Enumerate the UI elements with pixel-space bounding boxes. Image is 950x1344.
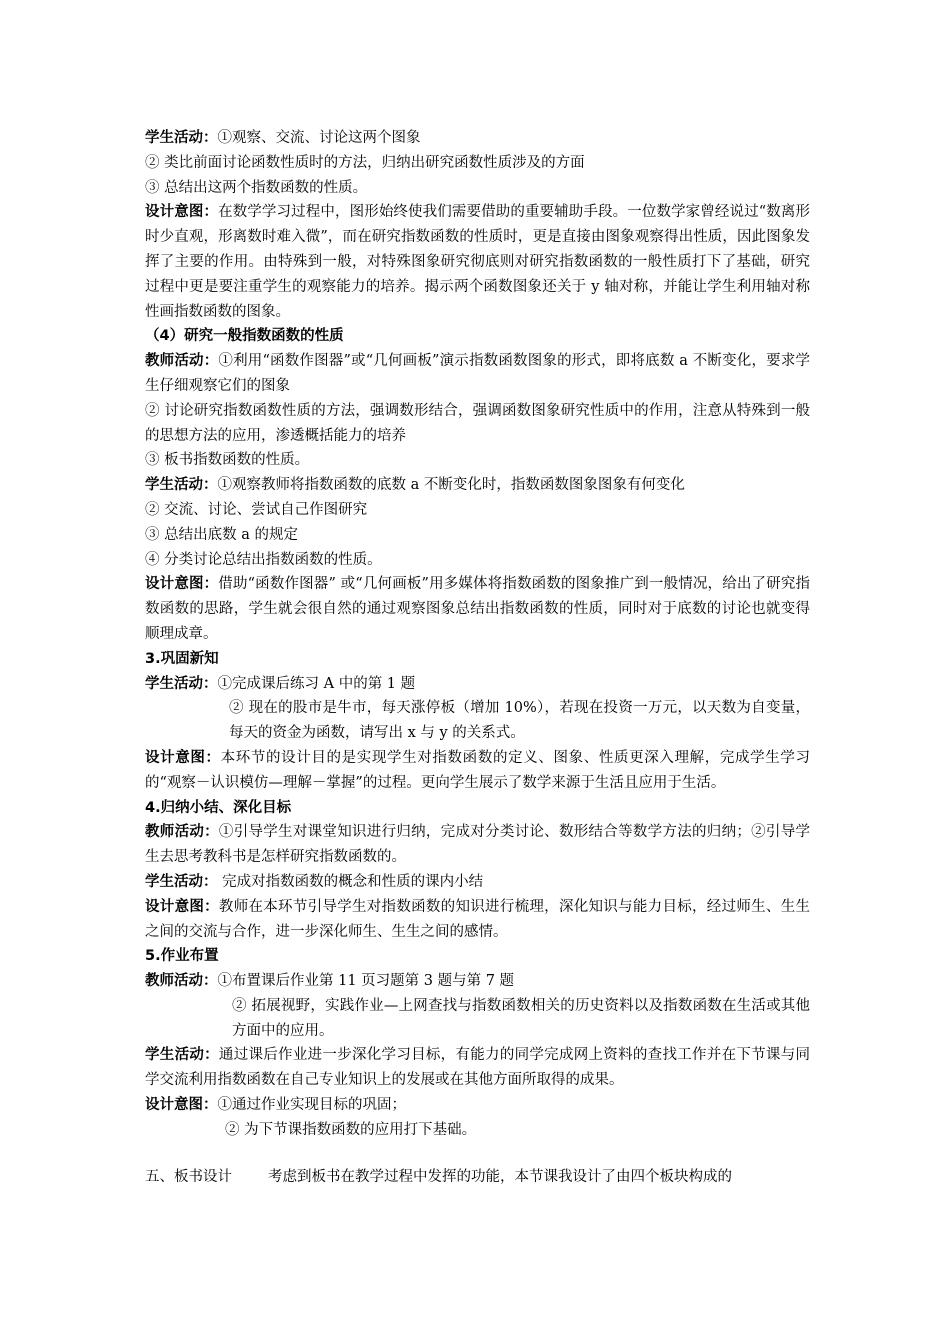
paragraph-text: ①引导学生对课堂知识进行归纳，完成对分类讨论、数形结合等数学方法的归纳；②引导学生去思考教科书是怎样研究指数函数的。: [145, 824, 810, 866]
paragraph-text: 本环节的设计目的是实现学生对指数函数的定义、图象、性质更深入理解，完成学生学习的“观察－认识模仿—理解－掌握”的过程。更向学生展示了数学来源于生活且应用于生活。: [145, 749, 810, 791]
section-heading: 3.巩固新知: [145, 650, 219, 667]
paragraph-text: ①布置课后作业第 11 页习题第 3 题与第 7 题: [217, 973, 515, 990]
paragraph: [145, 870, 810, 895]
paragraph-text: 通过课后作业进一步深化学习目标，有能力的同学完成网上资料的查找工作并在下节课与同学交流利用指数函数在自己专业知识上的发展或在其他方面所取得的成果。: [145, 1047, 810, 1089]
paragraph: [145, 672, 810, 697]
paragraph: ② 为下节课指数函数的应用打下基础。: [225, 1121, 477, 1138]
paragraph: ② 类比前面讨论函数性质时的方法，归纳出研究函数性质涉及的方面: [145, 154, 585, 171]
paragraph-label: 设计意图：: [145, 749, 221, 766]
paragraph-label: 教师活动：: [145, 973, 218, 990]
paragraph-label: 教师活动：: [145, 824, 219, 841]
paragraph-text: 在数学学习过程中，图形始终使我们需要借助的重要辅助手段。一位数学家曾经说过“数离形时少直观，形离数时难入微”，而在研究指数函数的性质时，更是直接由图象观察得出性质，因此图象发挥了主要的作用。由特殊到一般，对特殊图象研究彻底则对研究指数函数的一般性质打下了基础，研究过程中更是要注重学生的观察能力的培养。揭示两个函数图象还关于 y 轴对称，并能让学生利用轴对称性画指数函数的图象。: [145, 204, 811, 320]
paragraph-label: 教师活动：: [145, 353, 219, 370]
paragraph-text: ①通过作业实现目标的巩固；: [217, 1097, 406, 1114]
board-design-section: [145, 1165, 810, 1190]
paragraph-text: ①完成课后练习 A 中的第 1 题: [217, 675, 416, 692]
paragraph: [145, 820, 810, 870]
paragraph: ④ 分类讨论总结出指数函数的性质。: [145, 551, 382, 568]
paragraph-text: ①观察、交流、讨论这两个图象: [217, 130, 421, 146]
paragraph: [145, 572, 810, 646]
paragraph: [145, 200, 810, 324]
paragraph: [145, 473, 810, 498]
paragraph: ③ 板书指数函数的性质。: [145, 452, 310, 469]
paragraph-label: 学生活动：: [145, 130, 218, 146]
paragraph: ② 交流、讨论、尝试自己作图研究: [145, 501, 368, 518]
paragraph-text: 教师在本环节引导学生对指数函数的知识进行梳理，深化知识与能力目标，经过师生、生生之间的交流与合作，进一步深化师生、生生之间的感情。: [145, 898, 810, 940]
paragraph-text: ①观察教师将指数函数的底数 a 不断变化时，指数函数图象图象有何变化: [217, 477, 685, 494]
paragraph: ② 拓展视野，实践作业—上网查找与指数函数相关的历史资料以及指数函数在生活或其他方面中的应用。: [232, 997, 810, 1039]
paragraph-label: 学生活动：: [145, 675, 218, 692]
paragraph-label: 设计意图：: [145, 204, 219, 221]
paragraph-label: 设计意图：: [145, 576, 219, 593]
paragraph-label: 学生活动：: [145, 1047, 219, 1064]
section-heading: （4）研究一般指数函数的性质: [145, 328, 344, 345]
paragraph: [145, 1093, 810, 1118]
paragraph: ② 讨论研究指数函数性质的方法，强调数形结合，强调函数图象研究性质中的作用，注意从特殊到一般的思想方法的应用，渗透概括能力的培养: [145, 402, 810, 444]
paragraph-label: 学生活动：: [145, 477, 218, 494]
section-heading: 5.作业布置: [145, 948, 219, 965]
paragraph-label: 学生活动：: [145, 873, 218, 890]
section-text: 考虑到板书在教学过程中发挥的功能，本节课我设计了由四个板块构成的: [268, 1168, 732, 1185]
paragraph-label: 设计意图：: [145, 1097, 218, 1114]
paragraph: ③ 总结出这两个指数函数的性质。: [145, 179, 368, 196]
paragraph: [145, 969, 810, 994]
paragraph: [145, 895, 810, 945]
paragraph-text: 完成对指数函数的概念和性质的课内小结: [217, 873, 484, 890]
paragraph: [145, 746, 810, 796]
paragraph: [145, 349, 810, 399]
paragraph: ③ 总结出底数 a 的规定: [145, 526, 298, 543]
document-body: [145, 126, 810, 1189]
section-title: 五、板书设计: [145, 1168, 232, 1185]
paragraph: ② 现在的股市是牛市，每天涨停板（增加 10%），若现在投资一万元，以天数为自变量，每天的资金为函数，请写出 x 与 y 的关系式。: [229, 700, 810, 742]
paragraph-text: 借助“函数作图器” 或“几何画板”用多媒体将指数函数的图象推广到一般情况，给出了研究指数函数的思路，学生就会很自然的通过观察图象总结出指数函数的性质，同时对于底数的讨论也就变得顺理成章。: [145, 576, 811, 642]
spacer: [145, 1143, 810, 1165]
section-heading: 4.归纳小结、深化目标: [145, 799, 292, 816]
paragraph-text: ①利用“函数作图器”或“几何画板”演示指数函数图象的形式，即将底数 a 不断变化，要求学生仔细观察它们的图象: [145, 353, 810, 394]
paragraph: [145, 126, 810, 151]
paragraph: [145, 1043, 810, 1093]
paragraph-label: 设计意图：: [145, 898, 219, 915]
